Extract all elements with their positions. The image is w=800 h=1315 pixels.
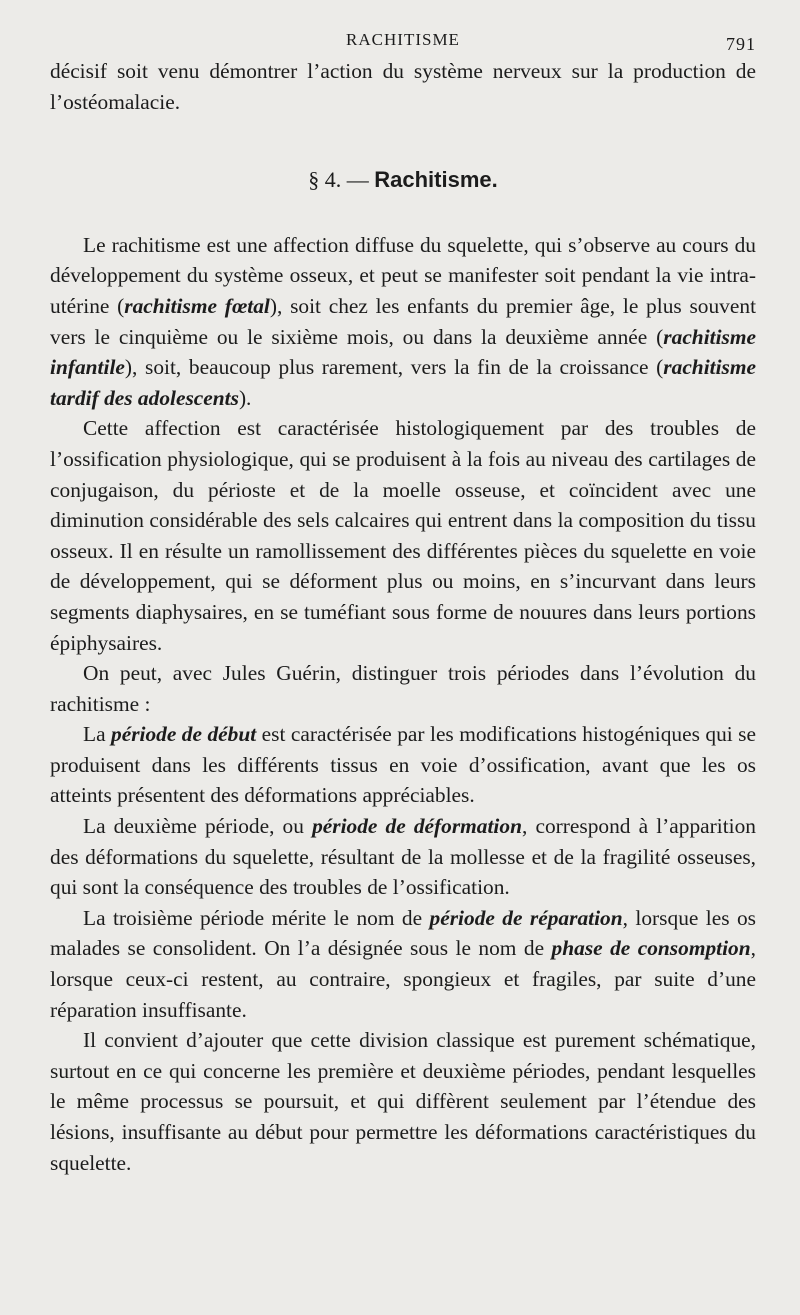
running-head (50, 30, 756, 56)
section-heading (50, 165, 756, 196)
italic-term: rachitisme infantile (50, 324, 756, 380)
text-run: ), soit chez les enfants du premier âge, le plus souvent vers le cinquième ou le sixième mois, ou dans la deuxième année ( (50, 293, 757, 349)
italic-term: phase de consomption (551, 936, 751, 961)
text-run: , lorsque ceux-ci restent, au contraire, spongieux et fragiles, par suite d’une réparation insuffisante. (50, 936, 756, 1022)
section-title: Rachitisme. (374, 167, 498, 193)
paragraph-2: Cette affection est caractérisée histologiquement par des troubles de l’ossification physiologique, qui se produisent à la fois au niveau des cartilages de conjugaison, du périoste et de la moelle osseuse, et coïncident avec une diminution considérable des sels calcaires qui entrent dans la composition du tissu osseux. Il en résulte un ramollissement des différentes pièces du squelette en voie de développement, qui se déforment plus ou moins, en s’incurvant dans leurs segments diaphysaires, en se tuméfiant sous forme de nouures dans leurs portions épiphysaires. (50, 416, 756, 655)
text-run: Le rachitisme est une affection diffuse du squelette, qui s’observe au cours du développement du système osseux, et peut se manifester soit pendant la vie intra-utérine ( (50, 232, 756, 318)
italic-term: rachitisme fœtal (124, 293, 270, 318)
text-run: est caractérisée par les modifications histogéniques qui se produisent dans les différents tissus en voie d’ossification, avant que les os atteints présentent des déformations appréciables. (50, 722, 756, 808)
text-run: La deuxième période, ou (83, 814, 313, 839)
running-title: RACHITISME (346, 30, 460, 49)
italic-term: période de début (111, 722, 257, 747)
section-number: § 4. — (308, 167, 369, 193)
italic-term: rachitisme tardif des adolescents (50, 355, 756, 410)
text-run: , lorsque les os malades se consolident. On l’a désignée sous le nom de (50, 905, 757, 961)
paragraph-5 (50, 811, 756, 903)
paragraph-1 (50, 230, 756, 414)
paragraph-4 (50, 719, 756, 811)
italic-term: période de déformation (312, 814, 522, 839)
paragraph-7: Il convient d’ajouter que cette division classique est purement schématique, surtout en ce qui concerne les première et deuxième périodes, pendant lesquelles le même processus se poursuit, et qui diffèrent seulement par l’étendue des lésions, insuffisante au début pour permettre les déformations caractéristiques du squelette. (50, 1028, 756, 1175)
text-run: La (83, 722, 112, 747)
text-run: ), soit, beaucoup plus rarement, vers la fin de la croissance ( (124, 355, 664, 380)
text-run: , correspond à l’apparition des déformations du squelette, résultant de la mollesse et de la fragilité osseuses, qui sont la conséquence des troubles de l’ossification. (50, 814, 757, 900)
paragraph-6 (50, 903, 756, 1025)
paragraph-3: On peut, avec Jules Guérin, distinguer trois périodes dans l’évolution du rachitisme : (50, 661, 756, 716)
text-run: La troisième période mérite le nom de (83, 905, 430, 930)
body-text (50, 56, 756, 1178)
text-run: ). (238, 385, 252, 410)
italic-term: période de réparation (429, 905, 623, 930)
carry-over-paragraph: décisif soit venu démontrer l’action du système nerveux sur la production de l’ostéomalacie. (50, 59, 756, 114)
page-number: 791 (726, 34, 756, 54)
